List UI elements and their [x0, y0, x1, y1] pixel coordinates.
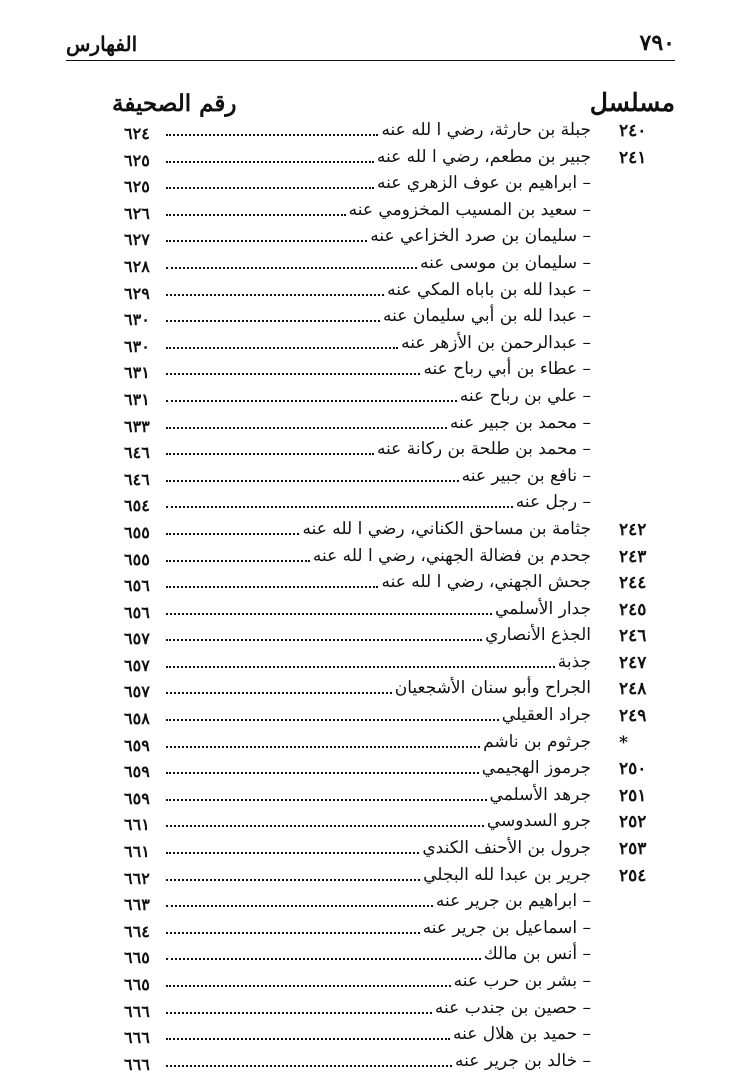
dot-leader — [166, 294, 384, 296]
entry-serial-number: ٢٤٥ — [619, 599, 647, 620]
index-entry — [0, 971, 741, 998]
entry-title: – نافع بن جبير عنه — [459, 468, 591, 485]
dot-leader — [166, 1012, 432, 1014]
index-entry — [0, 546, 741, 573]
entry-title: – رجل عنه — [513, 494, 591, 511]
entry-leader-line — [166, 412, 591, 433]
dot-leader — [166, 453, 374, 455]
entry-page-number: ٦٢٤ — [124, 124, 150, 143]
dot-leader — [166, 187, 374, 189]
entry-title: – علي بن رباح عنه — [457, 388, 591, 405]
index-entry — [0, 173, 741, 200]
entry-page-number: ٦٥٥ — [124, 522, 150, 542]
entry-page-number: ٦٥٧ — [124, 629, 150, 649]
entry-page-number: ٦٣١ — [124, 363, 150, 383]
entry-leader-line — [166, 146, 591, 167]
entry-page-number: ٦٥٦ — [124, 602, 150, 622]
dot-leader — [166, 134, 378, 136]
entry-title: – أنس بن مالك — [481, 946, 591, 963]
entry-title: جحش الجهني، رضي ا لله عنه — [378, 574, 591, 591]
entry-leader-line — [166, 891, 591, 912]
entry-title: جدار الأسلمي — [492, 601, 591, 618]
entry-leader-line — [166, 252, 591, 273]
index-entry — [0, 333, 741, 360]
dot-leader — [166, 347, 398, 349]
entry-page-number: ٦٦١ — [124, 842, 150, 862]
dot-leader — [166, 480, 459, 482]
index-entry — [0, 758, 741, 785]
entry-leader-line — [166, 306, 591, 327]
entry-leader-line — [166, 226, 591, 247]
index-entry — [0, 386, 741, 413]
index-entry — [0, 1051, 741, 1078]
index-entry — [0, 466, 741, 493]
entry-page-number: ٦٤٦ — [124, 443, 150, 463]
dot-leader — [166, 932, 420, 934]
entry-title: – عبدالرحمن بن الأزهر عنه — [398, 335, 591, 352]
index-entry — [0, 705, 741, 732]
dot-leader — [166, 879, 420, 881]
entry-page-number: ٦٦٦ — [124, 1028, 150, 1048]
index-entry — [0, 811, 741, 838]
entry-page-number: ٦٢٩ — [124, 283, 150, 303]
entry-leader-line — [166, 944, 591, 965]
entry-leader-line — [166, 1050, 591, 1071]
dot-leader — [166, 267, 417, 269]
entry-page-number: ٦٥٩ — [124, 762, 150, 782]
entry-serial-number: ٢٤٣ — [619, 546, 647, 567]
entry-page-number: ٦٣١ — [124, 389, 150, 409]
dot-leader — [166, 1038, 450, 1040]
entry-serial-number: ٢٤٠ — [619, 121, 647, 141]
index-entry — [0, 732, 741, 759]
dot-leader — [166, 214, 346, 216]
entry-serial-number: ٢٤١ — [619, 147, 647, 168]
index-entry — [0, 944, 741, 971]
entry-serial-number: ٢٥٣ — [619, 839, 647, 860]
entry-leader-line — [166, 811, 591, 832]
entry-title: جحدم بن فضالة الجهني، رضي ا لله عنه — [310, 548, 591, 565]
entry-title: – عبدا لله بن باباه المكي عنه — [384, 282, 591, 299]
index-entry — [0, 652, 741, 679]
dot-leader — [166, 586, 378, 588]
entry-leader-line — [166, 173, 591, 194]
entry-leader-line — [166, 572, 591, 593]
entry-serial-number: ٢٤٤ — [619, 573, 647, 594]
entry-title: – حميد بن هلال عنه — [450, 1026, 591, 1043]
dot-leader — [166, 825, 484, 827]
entry-title: – محمد بن جبير عنه — [447, 415, 591, 432]
index-entry — [0, 306, 741, 333]
entry-title: الجذع الأنصاري — [482, 627, 591, 644]
entry-page-number: ٦٣٠ — [124, 310, 150, 330]
entry-page-number: ٦٥٧ — [124, 655, 150, 675]
entry-page-number: ٦٤٦ — [124, 469, 150, 489]
entry-leader-line — [166, 784, 591, 805]
entry-title: جذبة — [555, 654, 591, 671]
entry-page-number: ٦٥٧ — [124, 682, 150, 702]
entry-leader-line — [166, 279, 591, 300]
entry-leader-line — [166, 1024, 591, 1045]
entry-page-number: ٦٥٤ — [124, 496, 150, 516]
entry-leader-line — [166, 971, 591, 991]
entry-title: جرموز الهجيمي — [479, 760, 591, 777]
entry-serial-number: ٢٥٠ — [619, 759, 647, 780]
index-entries — [0, 120, 741, 1077]
entry-serial-number: ٢٥١ — [619, 785, 647, 806]
entry-serial-number: ٢٤٧ — [619, 652, 647, 673]
index-entry — [0, 599, 741, 626]
dot-leader — [166, 719, 499, 721]
entry-leader-line — [166, 731, 591, 752]
dot-leader — [166, 852, 419, 854]
entry-page-number: ٦٦٤ — [124, 921, 150, 941]
entry-title: – ابراهيم بن جرير عنه — [433, 893, 591, 910]
dot-leader — [166, 905, 433, 907]
entry-serial-number: ٢٥٤ — [619, 865, 647, 886]
column-headings — [112, 88, 675, 120]
entry-title: – ابراهيم بن عوف الزهري عنه — [374, 175, 591, 192]
entry-leader-line — [166, 359, 591, 380]
entry-page-number: ٦٢٥ — [124, 177, 150, 197]
entry-title: – خالد بن جرير عنه — [452, 1053, 591, 1070]
entry-title: – سليمان بن موسى عنه — [417, 255, 591, 272]
index-entry — [0, 253, 741, 280]
index-entry — [0, 891, 741, 918]
entry-title: الجراح وأبو سنان الأشجعيان — [392, 680, 591, 697]
entry-page-number: ٦٦٥ — [124, 975, 150, 994]
entry-page-number: ٦٥٩ — [124, 735, 150, 755]
index-entry — [0, 625, 741, 652]
entry-title: – سعيد بن المسيب المخزومي عنه — [346, 202, 591, 219]
entry-leader-line — [166, 332, 591, 353]
entry-leader-line — [166, 518, 591, 539]
entry-title: جرو السدوسي — [484, 813, 591, 830]
entry-leader-line — [166, 439, 591, 460]
dot-leader — [166, 985, 451, 987]
index-entry — [0, 998, 741, 1025]
entry-title: جرثوم بن ناشم — [480, 734, 591, 751]
entry-serial-number: ٢٤٢ — [619, 519, 647, 540]
index-entry — [0, 147, 741, 174]
index-entry — [0, 120, 741, 147]
entry-page-number: ٦٥٥ — [124, 549, 150, 569]
entry-title: جرول بن الأحنف الكندي — [419, 840, 591, 857]
dot-leader — [166, 240, 367, 242]
dot-leader — [166, 639, 482, 641]
entry-page-number: ٦٦١ — [124, 815, 150, 835]
entry-title: – اسماعيل بن جرير عنه — [420, 920, 591, 937]
index-entry — [0, 678, 741, 705]
entry-page-number: ٦٢٧ — [124, 230, 150, 250]
dot-leader — [166, 161, 374, 163]
entry-page-number: ٦٢٥ — [124, 150, 150, 170]
entry-leader-line — [166, 625, 591, 646]
entry-page-number: ٦٦٦ — [124, 1001, 150, 1021]
page-header — [66, 30, 675, 61]
index-entry — [0, 200, 741, 227]
entry-page-number: ٦٦٢ — [124, 868, 150, 888]
entry-leader-line — [166, 651, 591, 672]
entry-leader-line — [166, 545, 591, 566]
entry-leader-line — [166, 120, 591, 140]
entry-leader-line — [166, 678, 591, 699]
entry-page-number: ٦٣٣ — [124, 416, 150, 436]
dot-leader — [166, 560, 310, 562]
entry-page-number: ٦٣٠ — [124, 336, 150, 356]
entry-title: جثامة بن مساحق الكناني، رضي ا لله عنه — [299, 521, 591, 538]
index-entry — [0, 865, 741, 892]
index-entry — [0, 519, 741, 546]
dot-leader — [166, 533, 299, 535]
dot-leader — [166, 613, 492, 615]
dot-leader — [166, 427, 447, 429]
entry-page-number: ٦٥٦ — [124, 576, 150, 596]
entry-leader-line — [166, 838, 591, 859]
entry-page-number: ٦٢٨ — [124, 256, 150, 276]
page-number: ٧٩٠ — [639, 30, 675, 56]
page-column-heading: رقم الصحيفة — [112, 90, 237, 117]
entry-leader-line — [166, 465, 591, 486]
entry-title: – عطاء بن أبي رباح عنه — [420, 361, 591, 378]
index-entry — [0, 1024, 741, 1051]
entry-title: – حصين بن جندب عنه — [432, 1000, 591, 1017]
entry-leader-line — [166, 598, 591, 619]
dot-leader — [166, 320, 380, 322]
dot-leader — [166, 746, 480, 748]
entry-leader-line — [166, 385, 591, 406]
entry-page-number: ٦٦٣ — [124, 895, 150, 915]
entry-title: – سليمان بن صرد الخزاعي عنه — [367, 228, 591, 245]
index-entry — [0, 413, 741, 440]
dot-leader — [166, 373, 420, 375]
entry-title: جرهد الأسلمي — [487, 787, 591, 804]
index-entry — [0, 359, 741, 386]
dot-leader — [166, 772, 479, 774]
dot-leader — [166, 666, 555, 668]
entry-leader-line — [166, 492, 591, 513]
entry-title: – محمد بن طلحة بن ركانة عنه — [374, 441, 591, 458]
entry-title: جرير بن عبدا لله البجلي — [420, 867, 591, 884]
dot-leader — [166, 506, 513, 508]
entry-title: – بشر بن حرب عنه — [451, 973, 591, 990]
entry-page-number: ٦٢٦ — [124, 203, 150, 223]
dot-leader — [166, 958, 481, 960]
entry-title: جراد العقيلي — [499, 707, 591, 724]
index-entry — [0, 492, 741, 519]
entry-leader-line — [166, 864, 591, 885]
entry-page-number: ٦٥٨ — [124, 709, 150, 729]
dot-leader — [166, 799, 487, 801]
entry-leader-line — [166, 705, 591, 726]
index-entry — [0, 838, 741, 865]
entry-serial-number: ٢٤٩ — [619, 706, 647, 727]
entry-leader-line — [166, 997, 591, 1018]
index-entry — [0, 226, 741, 253]
entry-page-number: ٦٦٦ — [124, 1054, 150, 1074]
dot-leader — [166, 400, 457, 402]
serial-column-heading: مسلسل — [589, 88, 675, 117]
index-entry — [0, 439, 741, 466]
section-title: الفهارس — [66, 32, 138, 56]
dot-leader — [166, 692, 392, 694]
entry-title: جبلة بن حارثة، رضي ا لله عنه — [378, 122, 591, 139]
entry-serial-number: ٢٤٨ — [619, 679, 647, 700]
entry-title: – عبدا لله بن أبي سليمان عنه — [380, 308, 591, 325]
entry-leader-line — [166, 199, 591, 220]
index-entry — [0, 918, 741, 945]
entry-leader-line — [166, 758, 591, 779]
entry-serial-number: ٢٥٢ — [619, 812, 647, 833]
entry-serial-number: * — [619, 732, 628, 753]
entry-serial-number: ٢٤٦ — [619, 626, 647, 647]
entry-page-number: ٦٥٩ — [124, 788, 150, 808]
entry-page-number: ٦٦٥ — [124, 948, 150, 968]
index-entry — [0, 572, 741, 599]
index-entry — [0, 785, 741, 812]
entry-title: جبير بن مطعم، رضي ا لله عنه — [374, 149, 591, 166]
index-entry — [0, 280, 741, 307]
entry-leader-line — [166, 917, 591, 938]
dot-leader — [166, 1065, 452, 1067]
